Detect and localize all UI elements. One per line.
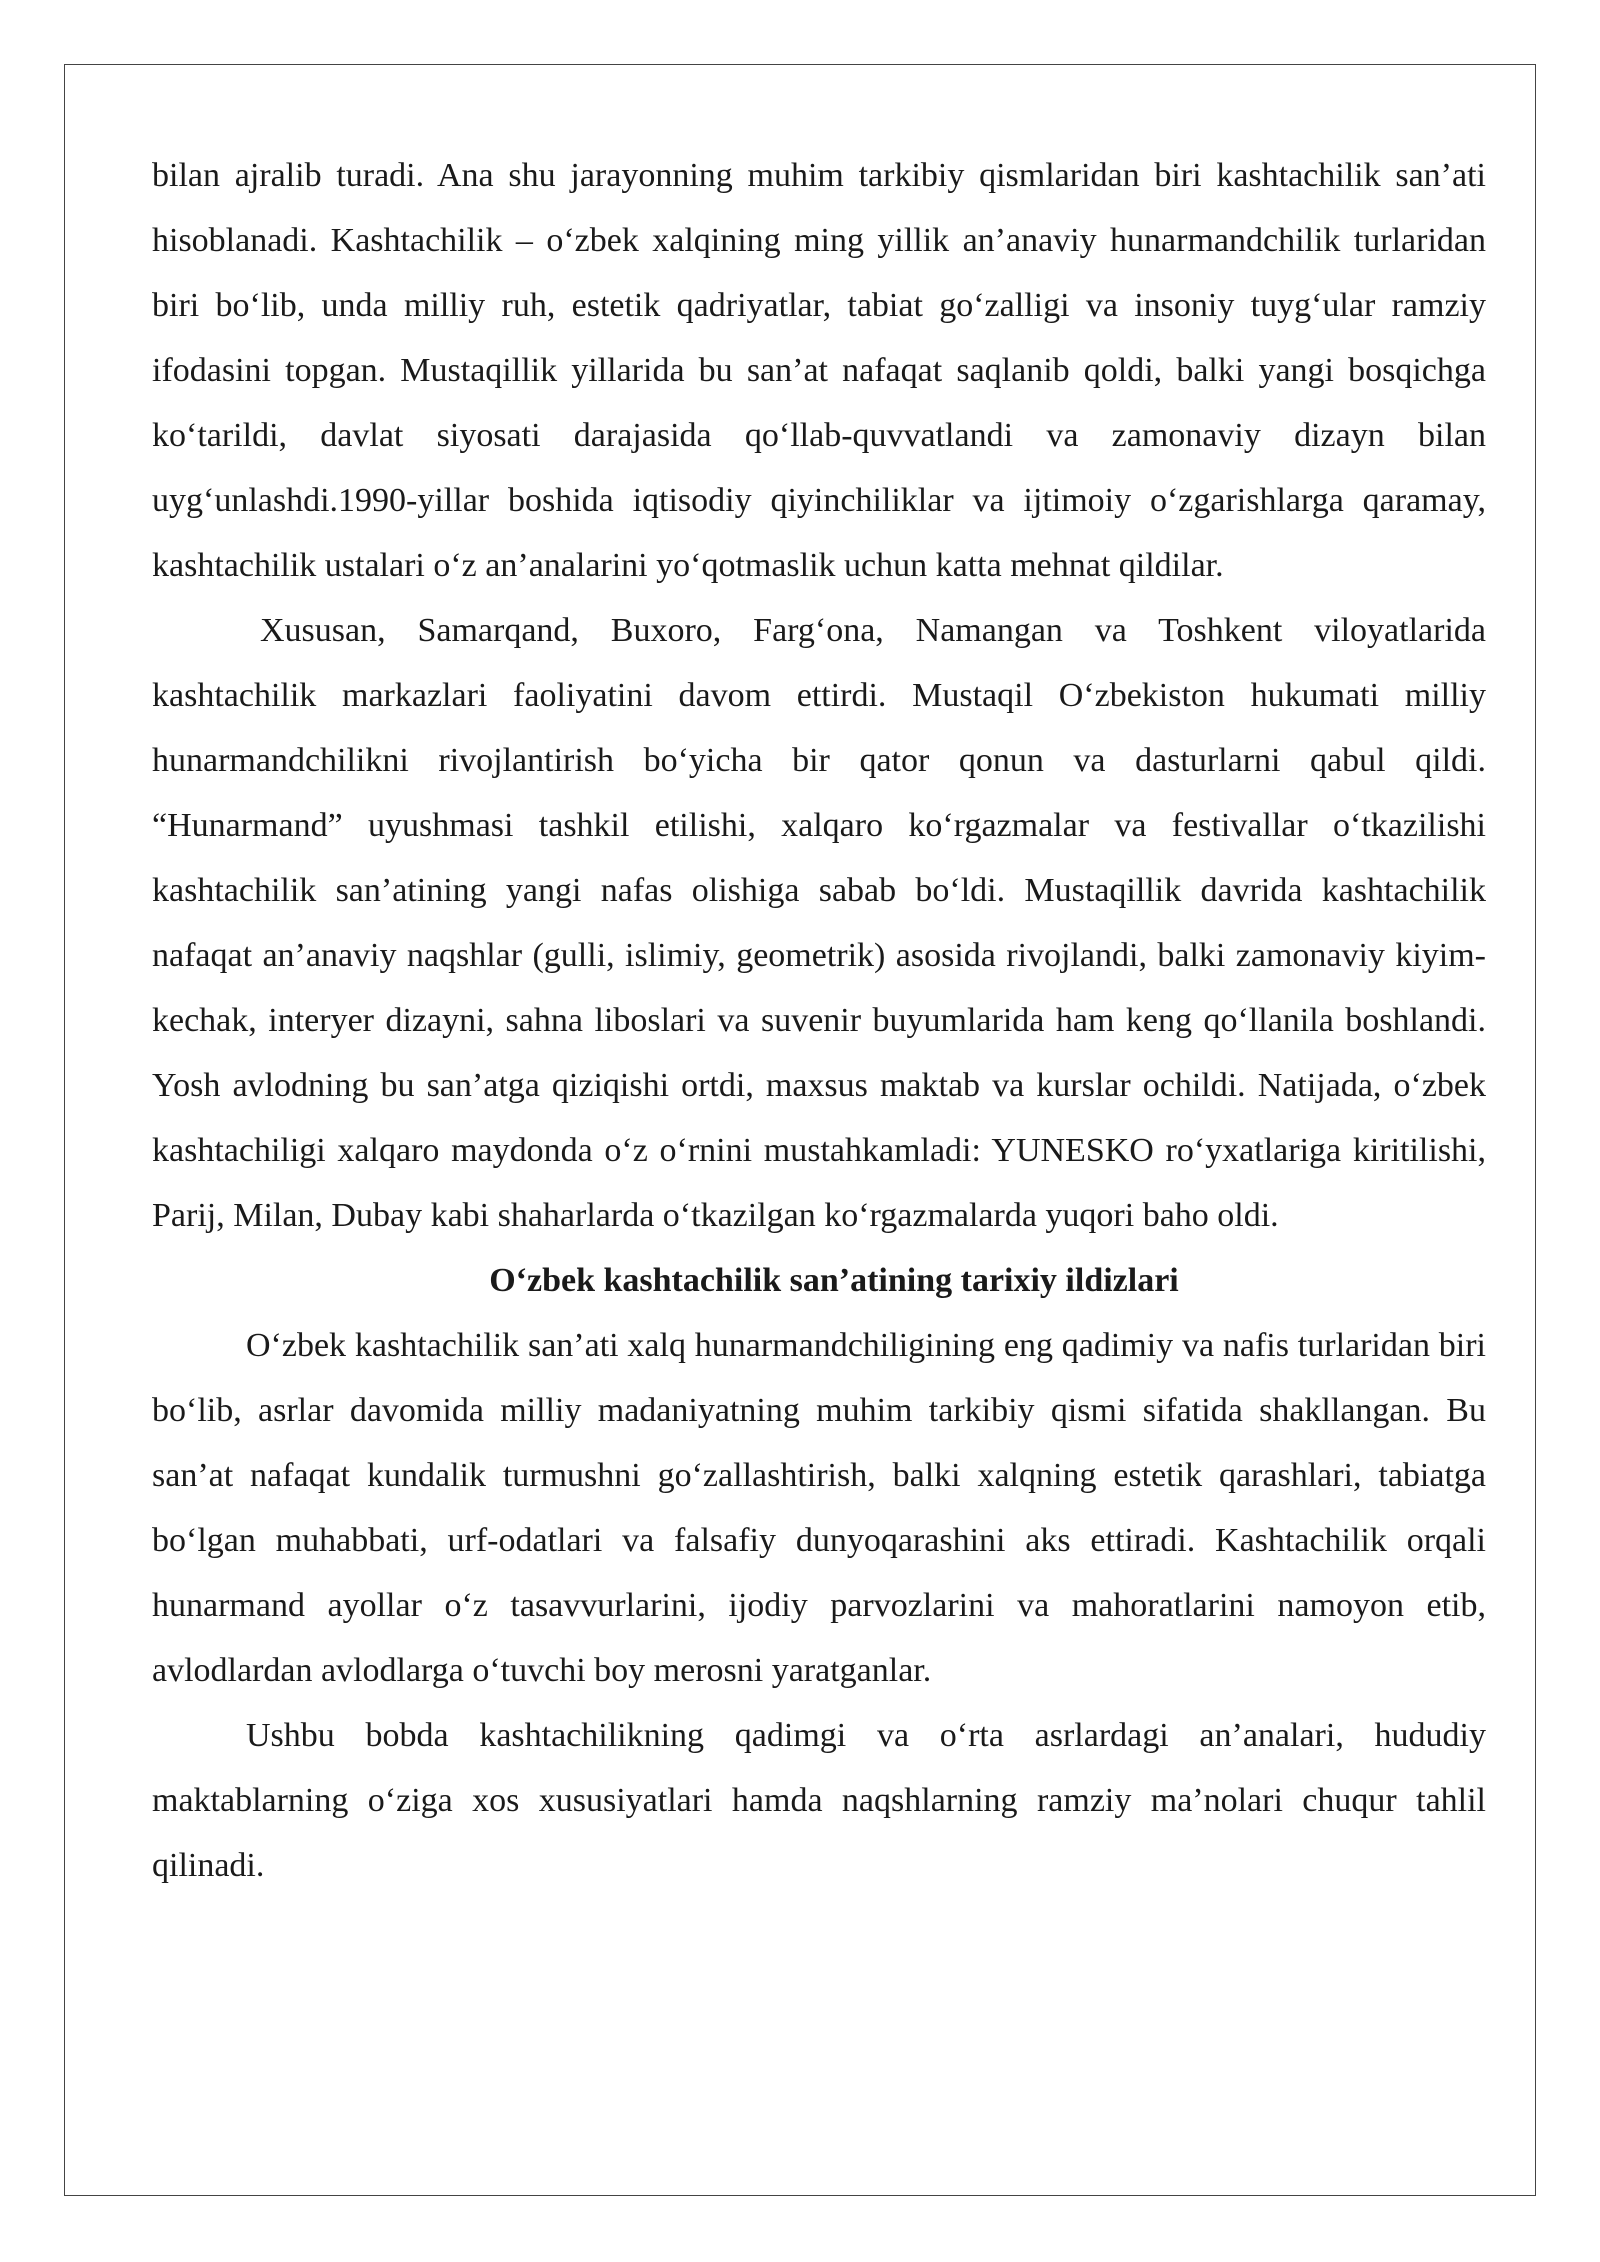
paragraph-continuation: bilan ajralib turadi. Ana shu jarayonning muhim tarkibiy qismlaridan biri kashtachilik san’ati hisoblanadi. Kashtachilik – o‘zbek xalqining ming yillik an’anaviy hunarmandchilik turlaridan biri bo‘lib, unda milliy ruh, estetik qadriyatlar, tabiat go‘zalligi va insoniy tuyg‘ular ramziy ifodasini topgan. Mustaqillik yillarida bu san’at nafaqat saqlanib qoldi, balki yangi bosqichga ko‘tarildi, davlat siyosati darajasida qo‘llab-quvvatlandi va zamonaviy dizayn bilan uyg‘unlashdi.1990-yillar boshida iqtisodiy qiyinchiliklar va ijtimoiy o‘zgarishlarga qaramay, kashtachilik ustalari o‘z an’analarini yo‘qotmaslik uchun katta mehnat qildilar.: [152, 157, 1486, 584]
paragraph-regions: Xususan, Samarqand, Buxoro, Farg‘ona, Namangan va Toshkent viloyatlarida kashtachilik markazlari faoliyatini davom ettirdi. Mustaqil O‘zbekiston hukumati milliy hunarmandchilikni rivojlantirish bo‘yicha bir qator qonun va dasturlarni qabul qildi. “Hunarmand” uyushmasi tashkil etilishi, xalqaro ko‘rgazmalar va festivallar o‘tkazilishi kashtachilik san’atining yangi nafas olishiga sabab bo‘ldi. Mustaqillik davrida kashtachilik nafaqat an’anaviy naqshlar (gulli, islimiy, geometrik) asosida rivojlandi, balki zamonaviy kiyim-kechak, interyer dizayni, sahna liboslari va suvenir buyumlarida ham keng qo‘llanila boshlandi. Yosh avlodning bu san’atga qiziqishi ortdi, maxsus maktab va kurslar ochildi. Natijada, o‘zbek kashtachiligi xalqaro maydonda o‘z o‘rnini mustahkamladi: YUNESKO ro‘yxatlariga kiritilishi, Parij, Milan, Dubay kabi shaharlarda o‘tkazilgan ko‘rgazmalarda yuqori baho oldi.: [152, 612, 1486, 1234]
document-body: [152, 143, 1486, 1898]
section-heading: O‘zbek kashtachilik san’atining tarixiy ildizlari: [489, 1262, 1179, 1299]
paragraph-history: O‘zbek kashtachilik san’ati xalq hunarmandchiligining eng qadimiy va nafis turlaridan biri bo‘lib, asrlar davomida milliy madaniyatning muhim tarkibiy qismi sifatida shakllangan. Bu san’at nafaqat kundalik turmushni go‘zallashtirish, balki xalqning estetik qarashlari, tabiatga bo‘lgan muhabbati, urf-odatlari va falsafiy dunyoqarashini aks ettiradi. Kashtachilik orqali hunarmand ayollar o‘z tasavvurlarini, ijodiy parvozlarini va mahoratlarini namoyon etib, avlodlardan avlodlarga o‘tuvchi boy merosni yaratganlar.: [152, 1327, 1486, 1689]
paragraph-chapter-overview: Ushbu bobda kashtachilikning qadimgi va o‘rta asrlardagi an’analari, hududiy maktablarning o‘ziga xos xususiyatlari hamda naqshlarning ramziy ma’nolari chuqur tahlil qilinadi.: [152, 1717, 1486, 1884]
